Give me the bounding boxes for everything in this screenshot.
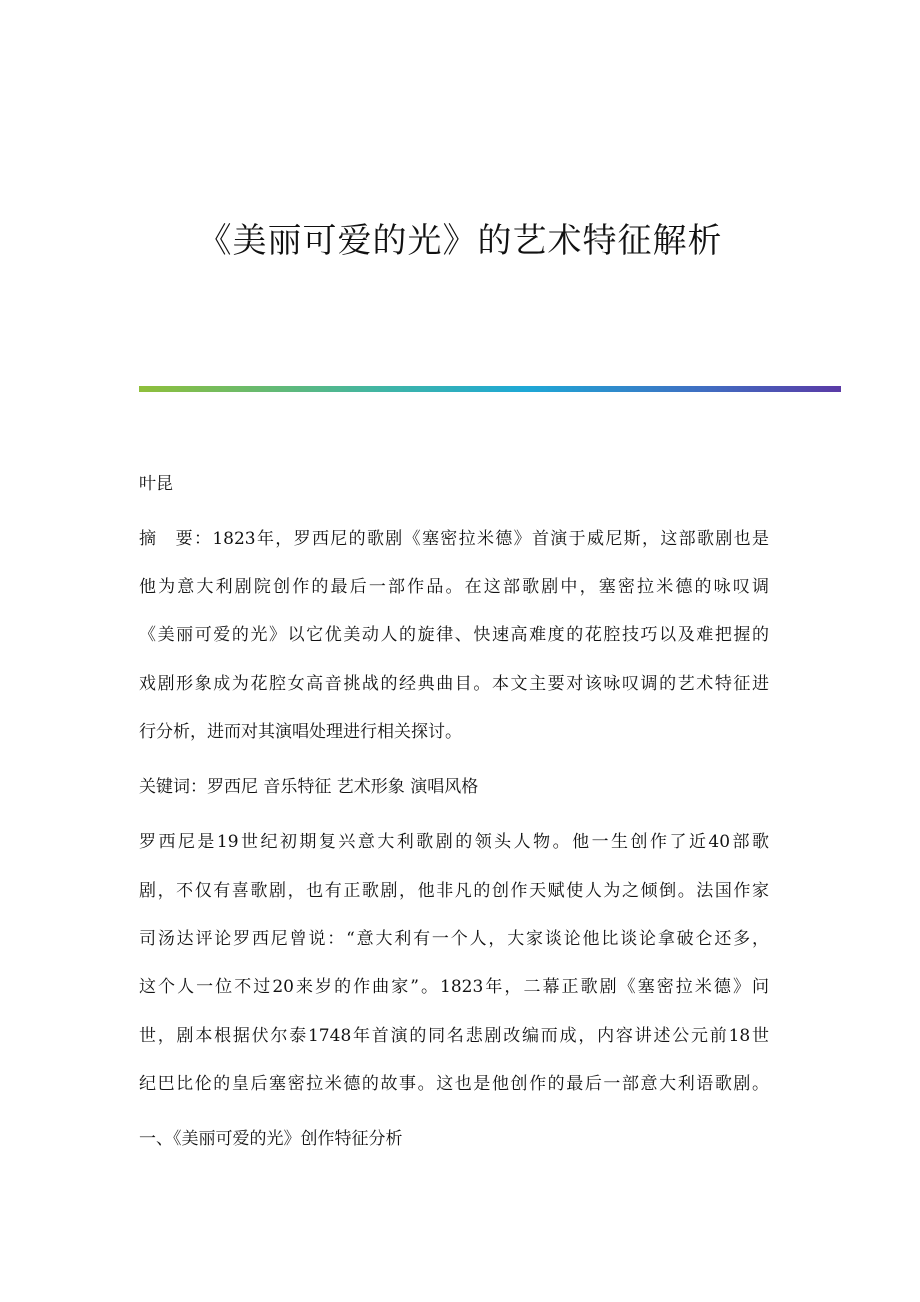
body-line: 世，剧本根据伏尔泰1748年首演的同名悲剧改编而成，内容讲述公元前18世 xyxy=(139,1026,769,1046)
body-line: 这个人一位不过20来岁的作曲家”。1823年，二幕正歌剧《塞密拉米德》问 xyxy=(139,977,769,997)
body-line: 罗西尼是19世纪初期复兴意大利歌剧的领头人物。他一生创作了近40部歌 xyxy=(139,832,769,852)
abstract-line: 戏剧形象成为花腔女高音挑战的经典曲目。本文主要对该咏叹调的艺术特征进 xyxy=(139,674,769,694)
title-divider xyxy=(139,386,841,392)
body-line: 纪巴比伦的皇后塞密拉米德的故事。这也是他创作的最后一部意大利语歌剧。 xyxy=(139,1074,769,1094)
abstract-line: 摘 要：1823年，罗西尼的歌剧《塞密拉米德》首演于威尼斯，这部歌剧也是 xyxy=(139,529,769,549)
body-line: 剧，不仅有喜歌剧，也有正歌剧，他非凡的创作天赋使人为之倾倒。法国作家 xyxy=(139,881,769,901)
abstract-line: 他为意大利剧院创作的最后一部作品。在这部歌剧中，塞密拉米德的咏叹调 xyxy=(139,577,769,597)
document-title: 《美丽可爱的光》的艺术特征解析 xyxy=(197,221,723,261)
keywords: 关键词：罗西尼 音乐特征 艺术形象 演唱风格 xyxy=(139,777,479,797)
abstract-line: 行分析，进而对其演唱处理进行相关探讨。 xyxy=(139,722,462,742)
author-name: 叶昆 xyxy=(139,474,173,494)
body-line: 司汤达评论罗西尼曾说：“意大利有一个人，大家谈论他比谈论拿破仑还多， xyxy=(139,929,769,949)
section-heading: 一、《美丽可爱的光》创作特征分析 xyxy=(139,1129,403,1149)
abstract-line: 《美丽可爱的光》以它优美动人的旋律、快速高难度的花腔技巧以及难把握的 xyxy=(139,625,769,645)
